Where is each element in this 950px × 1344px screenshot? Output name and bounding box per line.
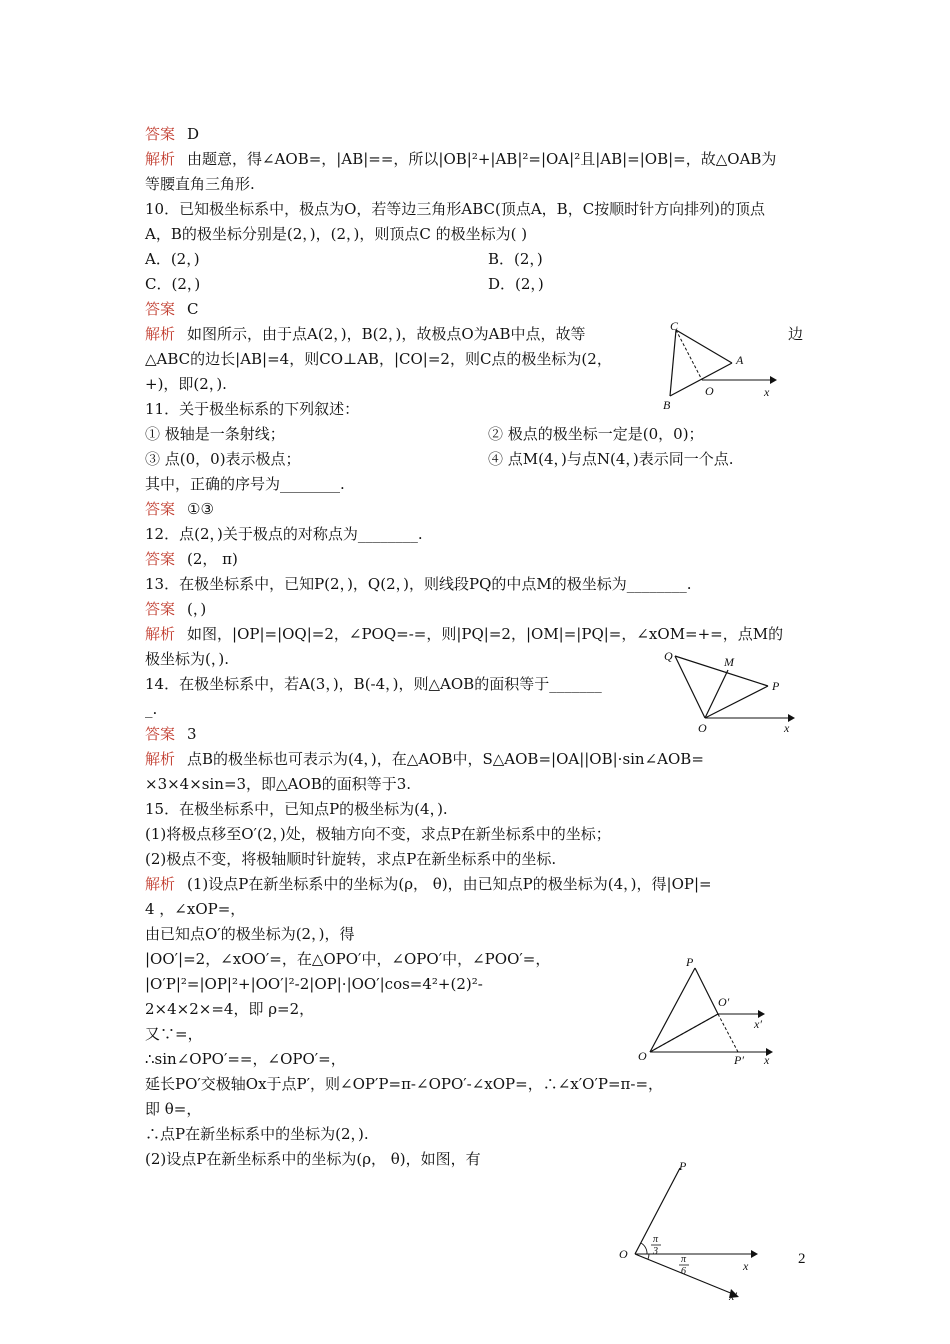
text-line bbox=[145, 949, 550, 969]
line-text: ×3×4×sin=3，即△AOB的面积等于3. bbox=[145, 775, 412, 793]
line-text: 等腰直角三角形. bbox=[145, 175, 255, 193]
line-text: (2， π) bbox=[187, 550, 238, 568]
line-text-col2: ④ 点M(4，)与点N(4，)表示同一个点. bbox=[488, 450, 734, 468]
text-line bbox=[145, 424, 704, 444]
angle-six: 6 bbox=[681, 1266, 686, 1277]
text-line bbox=[145, 674, 602, 694]
text-line bbox=[145, 999, 314, 1019]
text-line bbox=[145, 699, 157, 719]
text-line bbox=[145, 324, 586, 344]
line-text: 其中，正确的序号为________. bbox=[145, 475, 345, 493]
line-text: ③ 点(0，0)表示极点； bbox=[145, 450, 301, 468]
text-line bbox=[145, 824, 611, 844]
label-a: A bbox=[736, 353, 744, 367]
line-text: 如图所示，由于点A(2，)，B(2，)，故极点O为AB中点，故等 bbox=[187, 325, 586, 343]
line-text: 又∵=， bbox=[145, 1025, 203, 1043]
line-text: +)，即(2，). bbox=[145, 375, 227, 393]
text-line bbox=[145, 799, 448, 819]
text-line bbox=[145, 899, 245, 919]
label-p: P bbox=[686, 955, 694, 969]
text-line bbox=[145, 774, 411, 794]
label-o: O bbox=[638, 1049, 647, 1063]
text-line bbox=[145, 199, 765, 219]
label-o: O bbox=[705, 384, 714, 398]
line-text: 即 θ=， bbox=[145, 1100, 202, 1118]
text-line bbox=[145, 349, 612, 369]
line-text: ∴sin∠OPO′==，∠OPO′=， bbox=[145, 1050, 346, 1068]
angle-pi-top: π bbox=[653, 1234, 659, 1245]
line-text: 15．在极坐标系中，已知点P的极坐标为(4，). bbox=[145, 800, 448, 818]
text-line bbox=[145, 1099, 201, 1119]
line-text: 12．点(2，)关于极点的对称点为________. bbox=[145, 525, 423, 543]
text-line bbox=[145, 374, 227, 394]
line-text-col2: ② 极点的极坐标一定是(0，0)； bbox=[488, 425, 704, 443]
line-text: C．(2，) bbox=[145, 275, 201, 293]
text-line bbox=[145, 749, 704, 769]
label-tag: 答案 bbox=[145, 600, 176, 618]
text-line bbox=[145, 474, 345, 494]
figure-triangle-abc bbox=[660, 318, 780, 413]
label-p: P bbox=[772, 679, 780, 693]
line-text: 延长PO′交极轴Ox于点P′，则∠OP′P=π-∠OPO′-∠xOP=，∴∠x′O′P=π-=， bbox=[145, 1075, 664, 1093]
label-tag: 解析 bbox=[145, 625, 176, 643]
label-x-prime: x′ bbox=[729, 1289, 737, 1303]
label-x: x bbox=[784, 721, 790, 735]
line-text: 极坐标为(，). bbox=[145, 650, 229, 668]
label-x: x bbox=[743, 1259, 749, 1273]
text-line bbox=[145, 1149, 481, 1169]
label-x: x bbox=[764, 385, 770, 399]
figure-opqm bbox=[660, 646, 800, 741]
figure-rotate-axis bbox=[615, 1158, 765, 1303]
text-line bbox=[145, 974, 483, 994]
line-text: C bbox=[187, 300, 199, 318]
text-line bbox=[145, 174, 255, 194]
line-text: 10．已知极坐标系中，极点为O，若等边三角形ABC(顶点A，B，C按顺时针方向排列)的顶点 bbox=[145, 200, 766, 218]
label-b: B bbox=[663, 398, 671, 412]
angle-pi-bottom: π bbox=[681, 1254, 687, 1265]
label-tag: 解析 bbox=[145, 875, 176, 893]
label-p-prime: P′ bbox=[734, 1053, 744, 1066]
line-text-right: 边 bbox=[788, 325, 804, 343]
label-m: M bbox=[724, 655, 734, 669]
text-line bbox=[145, 524, 423, 544]
label-tag: 答案 bbox=[145, 300, 176, 318]
line-text: A，B的极坐标分别是(2，)，(2，)，则顶点C 的极坐标为( ) bbox=[145, 225, 528, 243]
label-tag: 解析 bbox=[145, 325, 176, 343]
label-x-prime: x′ bbox=[754, 1017, 762, 1031]
text-line bbox=[145, 874, 712, 894]
label-q: Q bbox=[664, 649, 673, 663]
line-text: (1)设点P在新坐标系中的坐标为(ρ， θ)，由已知点P的极坐标为(4，)，得|OP|= bbox=[187, 875, 712, 893]
text-line bbox=[145, 724, 197, 744]
label-o: O bbox=[698, 721, 707, 735]
line-text: 由题意，得∠AOB=，|AB|==，所以|OB|²+|AB|²=|OA|²且|AB|=|OB|=，故△OAB为 bbox=[187, 150, 777, 168]
line-text: 3 bbox=[187, 725, 197, 743]
label-tag: 答案 bbox=[145, 125, 176, 143]
figure-shift-pole bbox=[630, 954, 780, 1066]
line-text-col2: B．(2，) bbox=[488, 250, 543, 268]
line-text: A．(2，) bbox=[145, 250, 200, 268]
text-line bbox=[145, 1074, 663, 1094]
text-line bbox=[145, 599, 206, 619]
line-text: △ABC的边长|AB|=4，则CO⊥AB，|CO|=2，则C点的极坐标为(2， bbox=[145, 350, 612, 368]
label-o: O bbox=[619, 1247, 628, 1261]
text-line bbox=[145, 149, 776, 169]
line-text: 4 ，∠xOP=， bbox=[145, 900, 246, 918]
text-line bbox=[145, 924, 354, 944]
line-text-col2: D．(2，) bbox=[488, 275, 544, 293]
text-line bbox=[145, 299, 199, 319]
line-text: ① 极轴是一条射线； bbox=[145, 425, 285, 443]
text-line bbox=[145, 624, 783, 644]
line-text: 13．在极坐标系中，已知P(2，)，Q(2，)，则线段PQ的中点M的极坐标为________. bbox=[145, 575, 692, 593]
text-line bbox=[145, 574, 692, 594]
text-line bbox=[145, 849, 556, 869]
angle-three: 3 bbox=[653, 1246, 658, 1257]
line-text: ①③ bbox=[187, 500, 214, 518]
line-text: D bbox=[187, 125, 200, 143]
line-text: _. bbox=[145, 700, 158, 718]
line-text: ∴点P在新坐标系中的坐标为(2，). bbox=[145, 1125, 369, 1143]
line-text: (1)将极点移至O′(2，)处，极轴方向不变，求点P在新坐标系中的坐标； bbox=[145, 825, 611, 843]
line-text: |OO′|=2，∠xOO′=，在△OPO′中，∠OPO′中，∠POO′=， bbox=[145, 950, 551, 968]
line-text: 如图，|OP|=|OQ|=2，∠POQ=-=，则|PQ|=2，|OM|=|PQ|=，∠xOM=+=，点M的 bbox=[187, 625, 784, 643]
line-text: (2)设点P在新坐标系中的坐标为(ρ， θ)，如图，有 bbox=[145, 1150, 481, 1168]
text-line bbox=[145, 274, 544, 294]
text-line bbox=[145, 224, 527, 244]
text-line bbox=[145, 649, 229, 669]
page-number: 2 bbox=[798, 1251, 806, 1267]
text-line bbox=[145, 124, 199, 144]
text-line bbox=[145, 499, 214, 519]
label-x: x bbox=[764, 1053, 770, 1066]
line-text: 2×4×2×=4，即 ρ=2， bbox=[145, 1000, 315, 1018]
label-tag: 答案 bbox=[145, 550, 176, 568]
label-tag: 答案 bbox=[145, 500, 176, 518]
line-text: (，) bbox=[187, 600, 207, 618]
label-o-prime: O′ bbox=[718, 995, 730, 1009]
label-tag: 解析 bbox=[145, 150, 176, 168]
line-text: 11．关于极坐标系的下列叙述： bbox=[145, 400, 360, 418]
text-line bbox=[145, 449, 734, 469]
text-line bbox=[145, 1024, 203, 1044]
label-c: C bbox=[670, 319, 679, 333]
line-text: 点B的极坐标也可表示为(4，)，在△AOB中，S△AOB=|OA||OB|·sin∠AOB= bbox=[187, 750, 704, 768]
label-p: P bbox=[679, 1159, 687, 1173]
line-text: 由已知点O′的极坐标为(2，)，得 bbox=[145, 925, 355, 943]
label-tag: 答案 bbox=[145, 725, 176, 743]
line-text: (2)极点不变，将极轴顺时针旋转，求点P在新坐标系中的坐标. bbox=[145, 850, 557, 868]
line-text: |O′P|²=|OP|²+|OO′|²-2|OP|·|OO′|cos=4²+(2)²- bbox=[145, 975, 483, 993]
text-line bbox=[145, 1049, 346, 1069]
line-text: 14．在极坐标系中，若A(3，)，B(-4，)，则△AOB的面积等于_______ bbox=[145, 675, 602, 693]
text-line bbox=[145, 399, 359, 419]
text-line bbox=[145, 1124, 369, 1144]
label-tag: 解析 bbox=[145, 750, 176, 768]
text-line bbox=[145, 249, 543, 269]
text-line bbox=[145, 549, 238, 569]
